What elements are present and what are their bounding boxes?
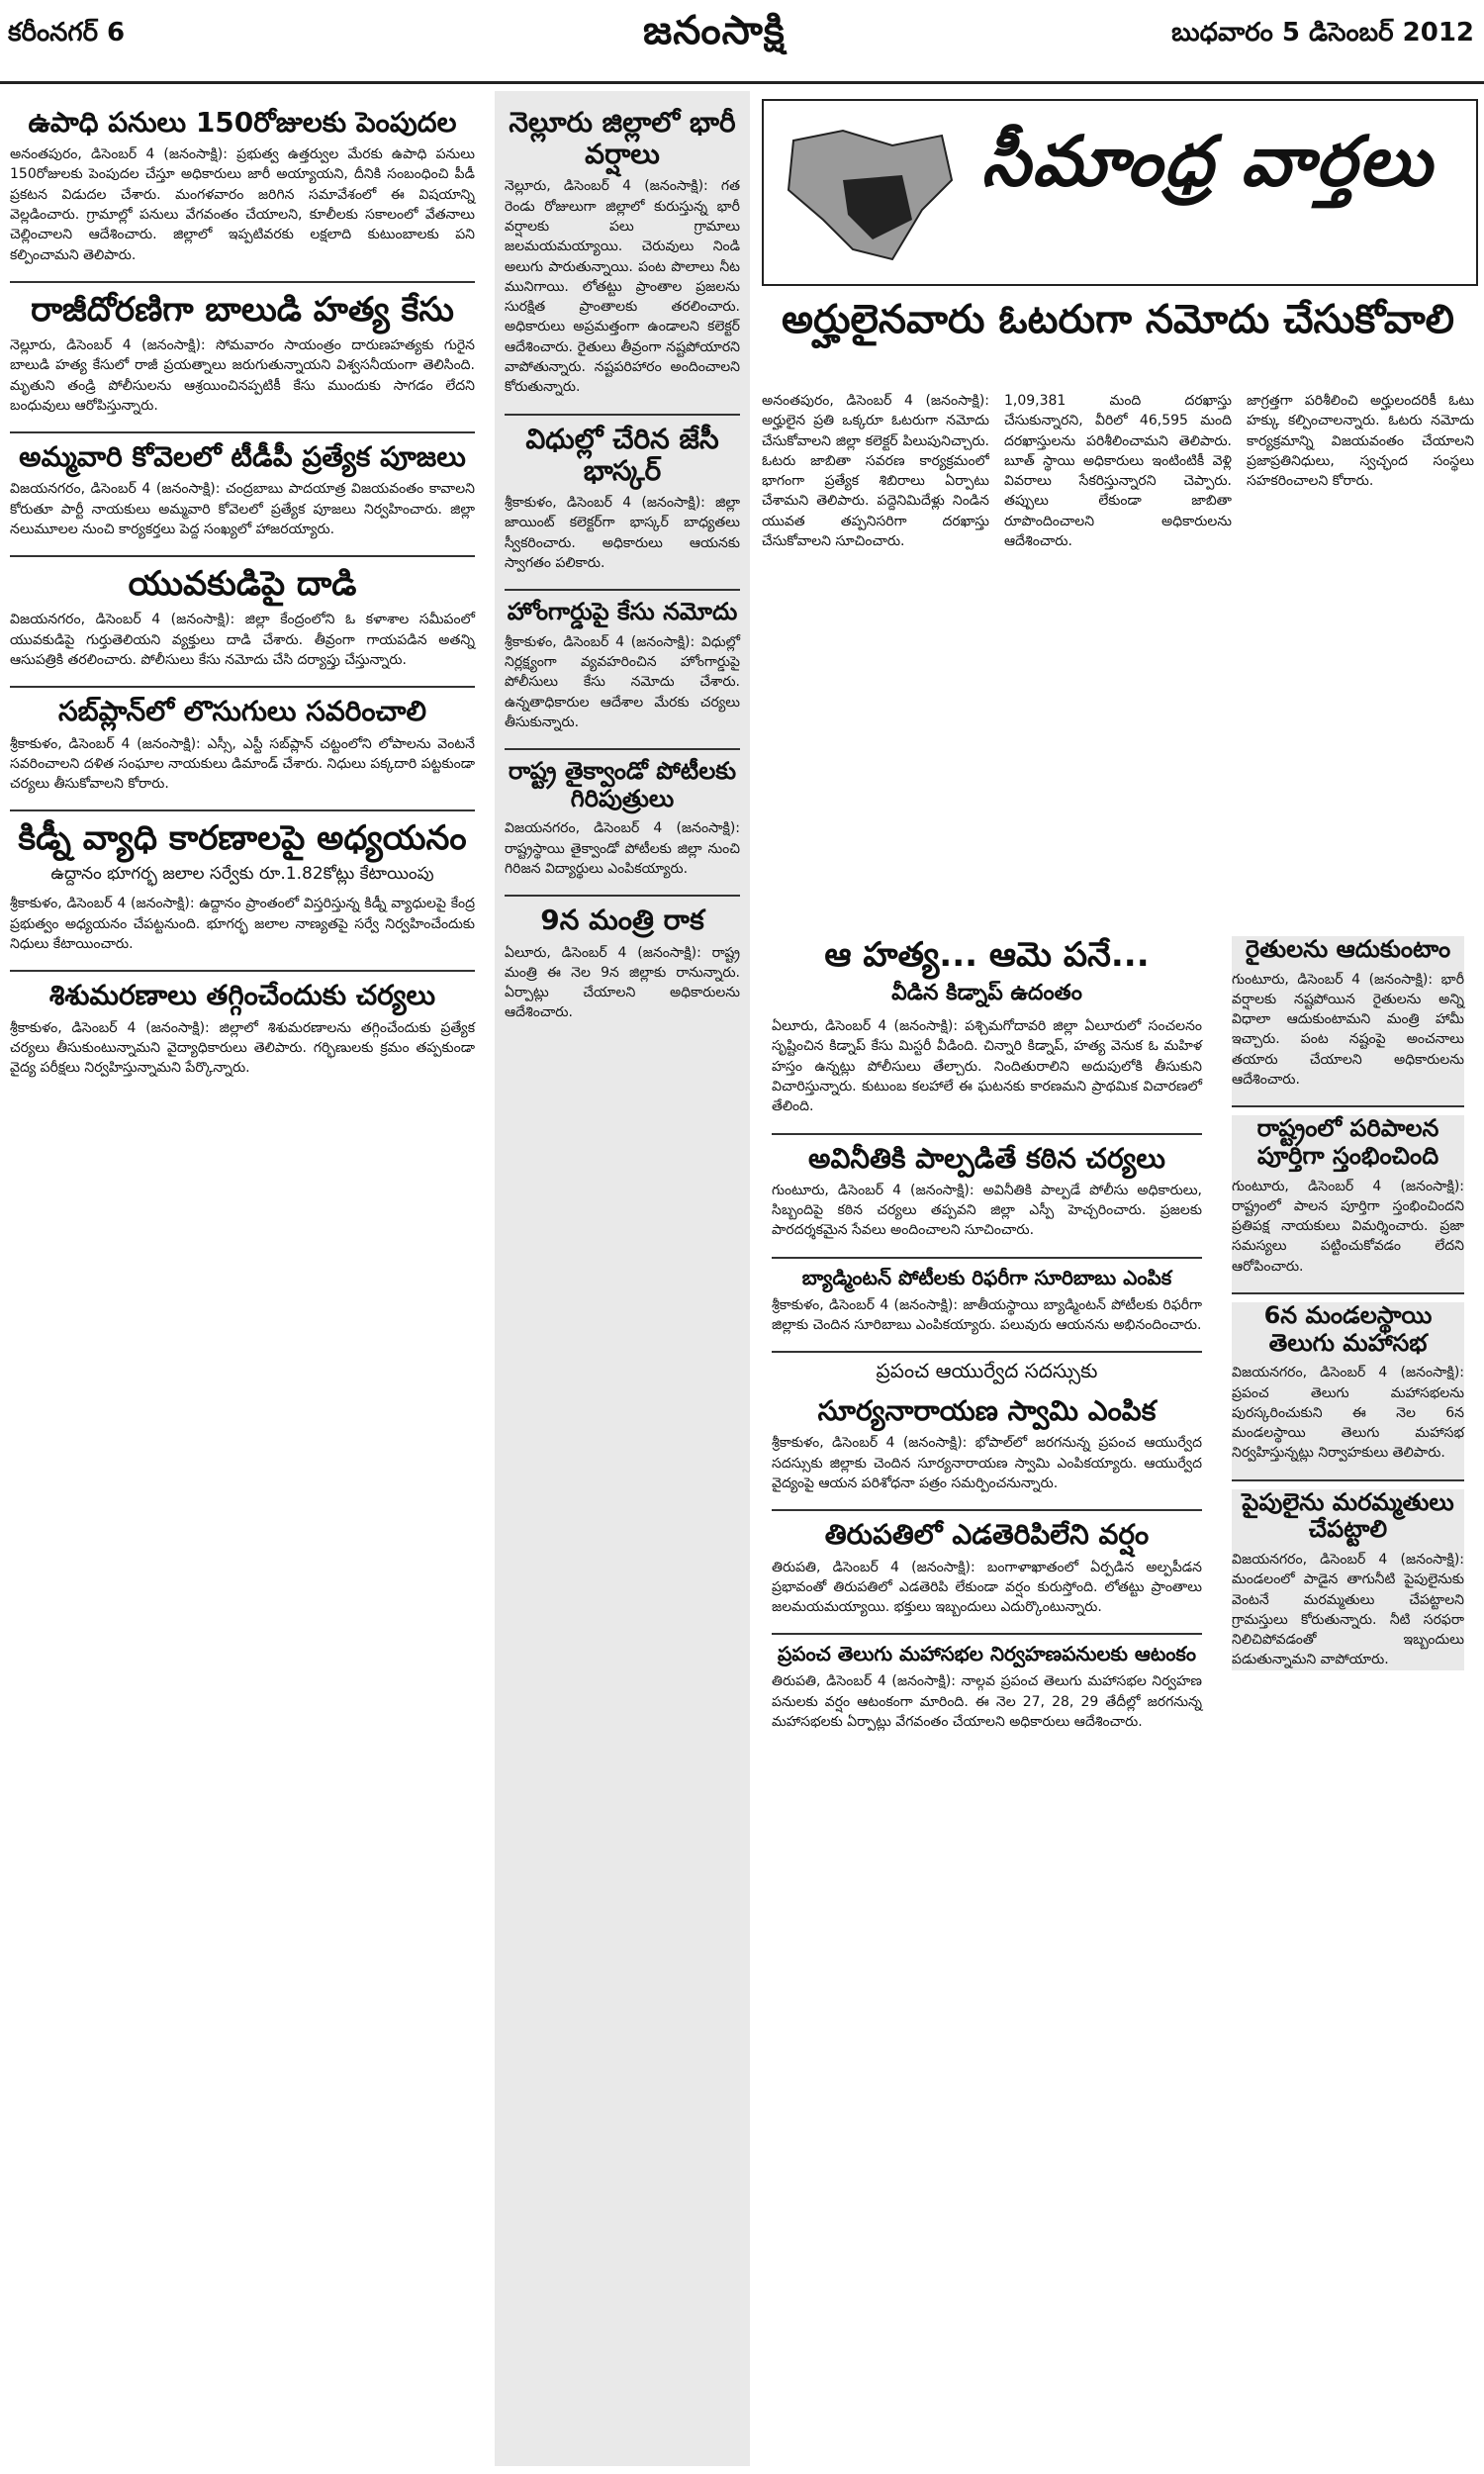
- story-upadhi: [10, 107, 475, 283]
- story-pipeline: [1232, 1489, 1464, 1670]
- headline: సబ్‌ప్లాన్‌లో లొసుగులు సవరించాలి: [58, 695, 426, 728]
- headline: సూర్యనారాయణ స్వామి ఎంపిక: [817, 1394, 1157, 1428]
- article-body: అనంతపురం, డిసెంబర్ 4 (జనంసాక్షి): ప్రభుత్వ ఉత్తర్వుల మేరకు ఉపాధి పనులు 150రోజులకు పెంపుదల చేస్తూ అధికారులు జారీ అయ్యాయని, దీనికి సంబంధించి పీడీ ప్రకటన విడుదల చేశారు. మంగళవారం జరిగిన సమావేశంలో ఈ విషయాన్ని వెల్లడించారు. గ్రామాల్లో పనులు వేగవంతం చేయాలని, కూలీలకు సకాలంలో వేతనాలు చెల్లించాలని ఆదేశించారు. జిల్లాలో ఇప్పటివరకు లక్షలాది కుటుంబాలకు పని కల్పించామని తెలిపారు.: [10, 146, 475, 263]
- article-body: గుంటూరు, డిసెంబర్ 4 (జనంసాక్షి): భారీ వర్షాలకు నష్టపోయిన రైతులను అన్ని విధాలా ఆదుకుంటామని మంత్రి హామీ ఇచ్చారు. పంట నష్టంపై అంచనాలు తయారు చేయాలని అధికారులను ఆదేశించారు.: [1232, 971, 1464, 1089]
- story-nellore-rains: [505, 107, 740, 416]
- lead-headline: అర్హులైనవారు ఓటరుగా నమోదు చేసుకోవాలి: [782, 297, 1454, 342]
- subheadline: ఉద్దానం భూగర్భ జలాల సర్వేకు రూ.1.82కోట్లు కేటాయింపు: [50, 864, 434, 885]
- headline: రాష్ట్ర తైక్వాండో పోటీలకు గిరిపుత్రులు: [508, 757, 737, 812]
- article-body: శ్రీకాకుళం, డిసెంబర్ 4 (జనంసాక్షి): జాతీయస్థాయి బ్యాడ్మింటన్ పోటీలకు రిఫరీగా జిల్లాకు చెందిన సూరిబాబు ఎంపికయ్యారు. పలువురు ఆయనను అభినందించారు.: [772, 1296, 1202, 1333]
- headline: రాష్ట్రంలో పరిపాలన పూర్తిగా స్తంభించింది: [1256, 1114, 1439, 1170]
- headline: తిరుపతిలో ఎడతెరిపిలేని వర్షం: [824, 1518, 1150, 1552]
- article-body: ఏలూరు, డిసెంబర్ 4 (జనంసాక్షి): పశ్చిమగోదావరి జిల్లా ఏలూరులో సంచలనం సృష్టించిన కిడ్నాప్ కేసు మిస్టరీ వీడింది. చిన్నారి కిడ్నాప్, హత్య వెనుక ఓ మహిళ హస్తం ఉన్నట్లు పోలీసులు తేల్చారు. నిందితురాలిని అదుపులోకి తీసుకుని విచారిస్తున్నారు. కుటుంబ కలహాలే ఈ ఘటనకు కారణమని ప్రాథమిక విచారణలో తేలింది.: [772, 1018, 1202, 1115]
- headline: ఉపాధి పనులు 150రోజులకు పెంపుదల: [28, 106, 457, 139]
- headline: అమ్మవారి కోవెలలో టీడీపీ ప్రత్యేక పూజలు: [19, 440, 466, 474]
- article-body: ఏలూరు, డిసెంబర్ 4 (జనంసాక్షి): రాష్ట్ర మంత్రి ఈ నెల 9న జిల్లాకు రానున్నారు. ఏర్పాట్లు చేయాలని అధికారులను ఆదేశించారు.: [505, 944, 740, 1021]
- story-administration: [1232, 1115, 1464, 1294]
- article-body: తిరుపతి, డిసెంబర్ 4 (జనంసాక్షి): నాల్గవ ప్రపంచ తెలుగు మహాసభల నిర్వహణ పనులకు వర్షం ఆటంకంగా మారింది. ఈ నెల 27, 28, 29 తేదీల్లో జరగనున్న మహాసభలకు ఏర్పాట్లు వేగవంతం చేయాలని అధికారులు ఆదేశించారు.: [772, 1673, 1202, 1730]
- story-farmers: [1232, 936, 1464, 1107]
- kicker: ప్రపంచ ఆయుర్వేద సదస్సుకు: [876, 1359, 1098, 1383]
- story-minister-visit: [505, 904, 740, 1022]
- story-ayurveda: [772, 1359, 1202, 1511]
- headline: పైపులైను మరమ్మతులు చేపట్టాలి: [1242, 1487, 1454, 1544]
- headline: ఆ హత్య... ఆమె పనే...: [824, 935, 1150, 975]
- story-infant-mortality: [10, 980, 475, 1078]
- article-body: శ్రీకాకుళం, డిసెంబర్ 4 (జనంసాక్షి): ఎస్సీ, ఎస్టీ సబ్‌ప్లాన్ చట్టంలోని లోపాలను వెంటనే సవరించాలని దళిత సంఘాల నాయకులు డిమాండ్ చేశారు. నిధులు పక్కదారి పట్టకుండా చర్యలు తీసుకోవాలని కోరారు.: [10, 735, 475, 793]
- story-subplan: [10, 696, 475, 811]
- headline: కిడ్నీ వ్యాధి కారణాలపై అధ్యయనం: [18, 818, 467, 859]
- headline: అవినీతికి పాల్పడితే కఠిన చర్యలు: [808, 1141, 1165, 1175]
- headline: విధుల్లో చేరిన జేసీ భాస్కర్: [525, 422, 719, 487]
- headline: 9న మంత్రి రాక: [540, 904, 704, 937]
- lead-story: [762, 391, 1474, 905]
- newspaper-logo: జనంసాక్షి: [643, 8, 786, 53]
- column-middle: [762, 920, 1212, 2464]
- page-edition-label: కరీంనగర్ 6: [8, 18, 126, 48]
- story-jc-joined: [505, 424, 740, 592]
- headline: రాజీదోరణిగా బాలుడి హత్య కేసు: [31, 289, 454, 330]
- story-murder-case: [10, 291, 475, 433]
- state-map-icon: [774, 121, 962, 269]
- article-body: తిరుపతి, డిసెంబర్ 4 (జనంసాక్షి): బంగాళాఖాతంలో ఏర్పడిన అల్పపీడన ప్రభావంతో తిరుపతిలో ఎడతెరిపి లేకుండా వర్షం కురుస్తోంది. లోతట్టు ప్రాంతాలు జలమయమయ్యాయి. భక్తులు ఇబ్బందులు ఎదుర్కొంటున్నారు.: [772, 1559, 1202, 1616]
- headline: ప్రపంచ తెలుగు మహాసభల నిర్వహణపనులకు ఆటంకం: [778, 1642, 1196, 1666]
- masthead: [0, 0, 1484, 84]
- article-body: నెల్లూరు, డిసెంబర్ 4 (జనంసాక్షి): గత రెండు రోజులుగా జిల్లాలో కురుస్తున్న భారీ వర్షాలకు పలు గ్రామాలు జలమయమయ్యాయి. చెరువులు నిండి అలుగు పారుతున్నాయి. పంట పొలాలు నీట మునిగాయి. లోతట్టు ప్రాంతాల ప్రజలను సురక్షిత ప్రాంతాలకు తరలించారు. అధికారులు అప్రమత్తంగా ఉండాలని కలెక్టర్ ఆదేశించారు. రైతులు తీవ్రంగా నష్టపోయారని వాపోతున్నారు. నష్టపరిహారం అందించాలని కోరుతున్నారు.: [505, 178, 740, 396]
- headline: నెల్లూరు జిల్లాలో భారీ వర్షాలు: [509, 106, 736, 171]
- article-body: శ్రీకాకుళం, డిసెంబర్ 4 (జనంసాక్షి): విధుల్లో నిర్లక్ష్యంగా వ్యవహరించిన హోంగార్డుపై పోలీసులు కేసు నమోదు చేశారు. ఉన్నతాధికారుల ఆదేశాల మేరకు చర్యలు తీసుకున్నారు.: [505, 633, 740, 730]
- article-body: శ్రీకాకుళం, డిసెంబర్ 4 (జనంసాక్షి): జిల్లాలో శిశుమరణాలను తగ్గించేందుకు ప్రత్యేక చర్యలు తీసుకుంటున్నామని వైద్యాధికారులు తెలిపారు. గర్భిణులకు క్రమం తప్పకుండా వైద్య పరీక్షలు నిర్వహిస్తున్నామని పేర్కొన్నారు.: [10, 1019, 475, 1077]
- headline: హోంగార్డుపై కేసు నమోదు: [507, 598, 738, 626]
- column-left: [0, 91, 485, 2466]
- story-badminton: [772, 1267, 1202, 1354]
- headline: యువకుడిపై దాడి: [128, 564, 357, 605]
- article-body: గుంటూరు, డిసెంబర్ 4 (జనంసాక్షి): అవినీతికి పాల్పడే పోలీసు అధికారులు, సిబ్బందిపై కఠిన చర్యలు తప్పవని జిల్లా ఎస్పీ హెచ్చరించారు. ప్రజలకు పారదర్శకమైన సేవలు అందించాలని సూచించారు.: [772, 1182, 1202, 1239]
- article-body: విజయనగరం, డిసెంబర్ 4 (జనంసాక్షి): మండలంలో పాడైన తాగునీటి పైపులైనుకు వెంటనే మరమ్మతులు చేపట్టాలని గ్రామస్తులు కోరుతున్నారు. నీటి సరఫరా నిలిచిపోవడంతో ఇబ్బందులు పడుతున్నామని వాపోయారు.: [1232, 1551, 1464, 1668]
- story-homeguard: [505, 599, 740, 750]
- article-body: నెల్లూరు, డిసెంబర్ 4 (జనంసాక్షి): సోమవారం సాయంత్రం దారుణహత్యకు గురైన బాలుడి హత్య కేసులో రాజీ ప్రయత్నాలు జరుగుతున్నాయని విశ్వసనీయంగా తెలిసింది. మృతుని తండ్రి పోలీసులను ఆశ్రయించినప్పటికీ కేసు ముందుకు సాగడం లేదని బంధువులు ఆరోపిస్తున్నారు.: [10, 337, 475, 414]
- article-body: విజయనగరం, డిసెంబర్ 4 (జనంసాక్షి): రాష్ట్రస్థాయి తైక్వాండో పోటీలకు జిల్లా నుంచి గిరిజన విద్యార్థులు ఎంపికయ్యారు.: [505, 820, 740, 878]
- story-kidnap: [772, 936, 1202, 1135]
- headline: రైతులను ఆదుకుంటాం: [1245, 935, 1451, 963]
- story-kidney-study: [10, 819, 475, 972]
- story-tirupati-rain: [772, 1519, 1202, 1635]
- article-body: జాగ్రత్తగా పరిశీలించి అర్హులందరికీ ఓటు హక్కు కల్పించాలన్నారు. ఓటరు నమోదు కార్యక్రమాన్ని విజయవంతం చేయాలని ప్రజాప్రతినిధులు, స్వచ్ఛంద సంస్థలు సహకరించాలని కోరారు.: [1247, 393, 1474, 490]
- story-telugu-conference: [772, 1643, 1202, 1732]
- section-title: సీమాంధ్ర వార్తలు: [981, 121, 1434, 202]
- story-taekwondo: [505, 758, 740, 897]
- article-body: శ్రీకాకుళం, డిసెంబర్ 4 (జనంసాక్షి): ఉద్దానం ప్రాంతంలో విస్తరిస్తున్న కిడ్నీ వ్యాధులపై కేంద్ర ప్రభుత్వం అధ్యయనం చేపట్టనుంది. భూగర్భ జలాల నాణ్యతపై సర్వే నిర్వహించేందుకు నిధులు కేటాయించారు.: [10, 896, 475, 953]
- column-second: [495, 91, 750, 2466]
- article-body: గుంటూరు, డిసెంబర్ 4 (జనంసాక్షి): రాష్ట్రంలో పాలన పూర్తిగా స్తంభించిందని ప్రతిపక్ష నాయకులు విమర్శించారు. ప్రజా సమస్యలు పట్టించుకోవడం లేదని ఆరోపించారు.: [1232, 1178, 1464, 1275]
- article-body: 1,09,381 మంది దరఖాస్తు చేసుకున్నారని, వీరిలో 46,595 మంది దరఖాస్తులను పరిశీలించామని తెలిపారు. బూత్ స్థాయి అధికారులు ఇంటింటికీ వెళ్లి వివరాలు సేకరిస్తున్నారని చెప్పారు. తప్పులు లేకుండా జాబితా రూపొందించాలని అధికారులను ఆదేశించారు.: [1004, 393, 1232, 550]
- article-body: శ్రీకాకుళం, డిసెంబర్ 4 (జనంసాక్షి): జిల్లా జాయింట్ కలెక్టర్‌గా భాస్కర్ బాధ్యతలు స్వీకరించారు. అధికారులు ఆయనకు స్వాగతం పలికారు.: [505, 495, 740, 571]
- article-body: విజయనగరం, డిసెంబర్ 4 (జనంసాక్షి): జిల్లా కేంద్రంలోని ఓ కళాశాల సమీపంలో యువకుడిపై గుర్తుతెలియని వ్యక్తులు దాడి చేశారు. తీవ్రంగా గాయపడిన అతన్ని ఆసుపత్రికి తరలించారు. పోలీసులు కేసు నమోదు చేసి దర్యాప్తు చేస్తున్నారు.: [10, 612, 475, 669]
- story-youth-attack: [10, 565, 475, 688]
- headline: 6న మండలస్థాయి తెలుగు మహాసభ: [1263, 1301, 1433, 1357]
- story-corruption: [772, 1143, 1202, 1259]
- article-body: విజయనగరం, డిసెంబర్ 4 (జనంసాక్షి): ప్రపంచ తెలుగు మహాసభలను పురస్కరించుకుని ఈ నెల 6న మండలస్థాయి తెలుగు మహాసభ నిర్వహిస్తున్నట్లు నిర్వాహకులు తెలిపారు.: [1232, 1365, 1464, 1462]
- column-right: [1222, 920, 1474, 2464]
- article-body: విజయనగరం, డిసెంబర్ 4 (జనంసాక్షి): చంద్రబాబు పాదయాత్ర విజయవంతం కావాలని కోరుతూ పార్టీ నాయకులు అమ్మవారి కోవెలలో ప్రత్యేక పూజలు నిర్వహించారు. జిల్లా నలుమూలల నుంచి కార్యకర్తలు పెద్ద సంఖ్యలో హాజరయ్యారు.: [10, 481, 475, 538]
- subheadline: వీడిన కిడ్నాప్ ఉదంతం: [891, 981, 1082, 1006]
- story-mandal-sabha: [1232, 1302, 1464, 1481]
- issue-date: బుధవారం 5 డిసెంబర్ 2012: [1171, 18, 1474, 48]
- article-body: అనంతపురం, డిసెంబర్ 4 (జనంసాక్షి): అర్హులైన ప్రతి ఒక్కరూ ఓటరుగా నమోదు చేసుకోవాలని జిల్లా కలెక్టర్ పిలుపునిచ్చారు. ఓటరు జాబితా సవరణ కార్యక్రమంలో భాగంగా ప్రత్యేక శిబిరాలు ఏర్పాటు చేశామని తెలిపారు. పద్దెనిమిదేళ్లు నిండిన యువత తప్పనిసరిగా దరఖాస్తు చేసుకోవాలని సూచించారు.: [762, 393, 989, 550]
- story-tdp-pujas: [10, 441, 475, 557]
- headline: శిశుమరణాలు తగ్గించేందుకు చర్యలు: [48, 979, 436, 1012]
- headline: బ్యాడ్మింటన్ పోటీలకు రిఫరీగా సూరిబాబు ఎంపిక: [801, 1265, 1172, 1289]
- section-banner: [762, 99, 1478, 286]
- article-body: శ్రీకాకుళం, డిసెంబర్ 4 (జనంసాక్షి): భోపాల్‌లో జరగనున్న ప్రపంచ ఆయుర్వేద సదస్సుకు జిల్లాకు చెందిన సూర్యనారాయణ స్వామి ఎంపికయ్యారు. ఆయుర్వేద వైద్యంపై ఆయన పరిశోధనా పత్రం సమర్పించనున్నారు.: [772, 1435, 1202, 1492]
